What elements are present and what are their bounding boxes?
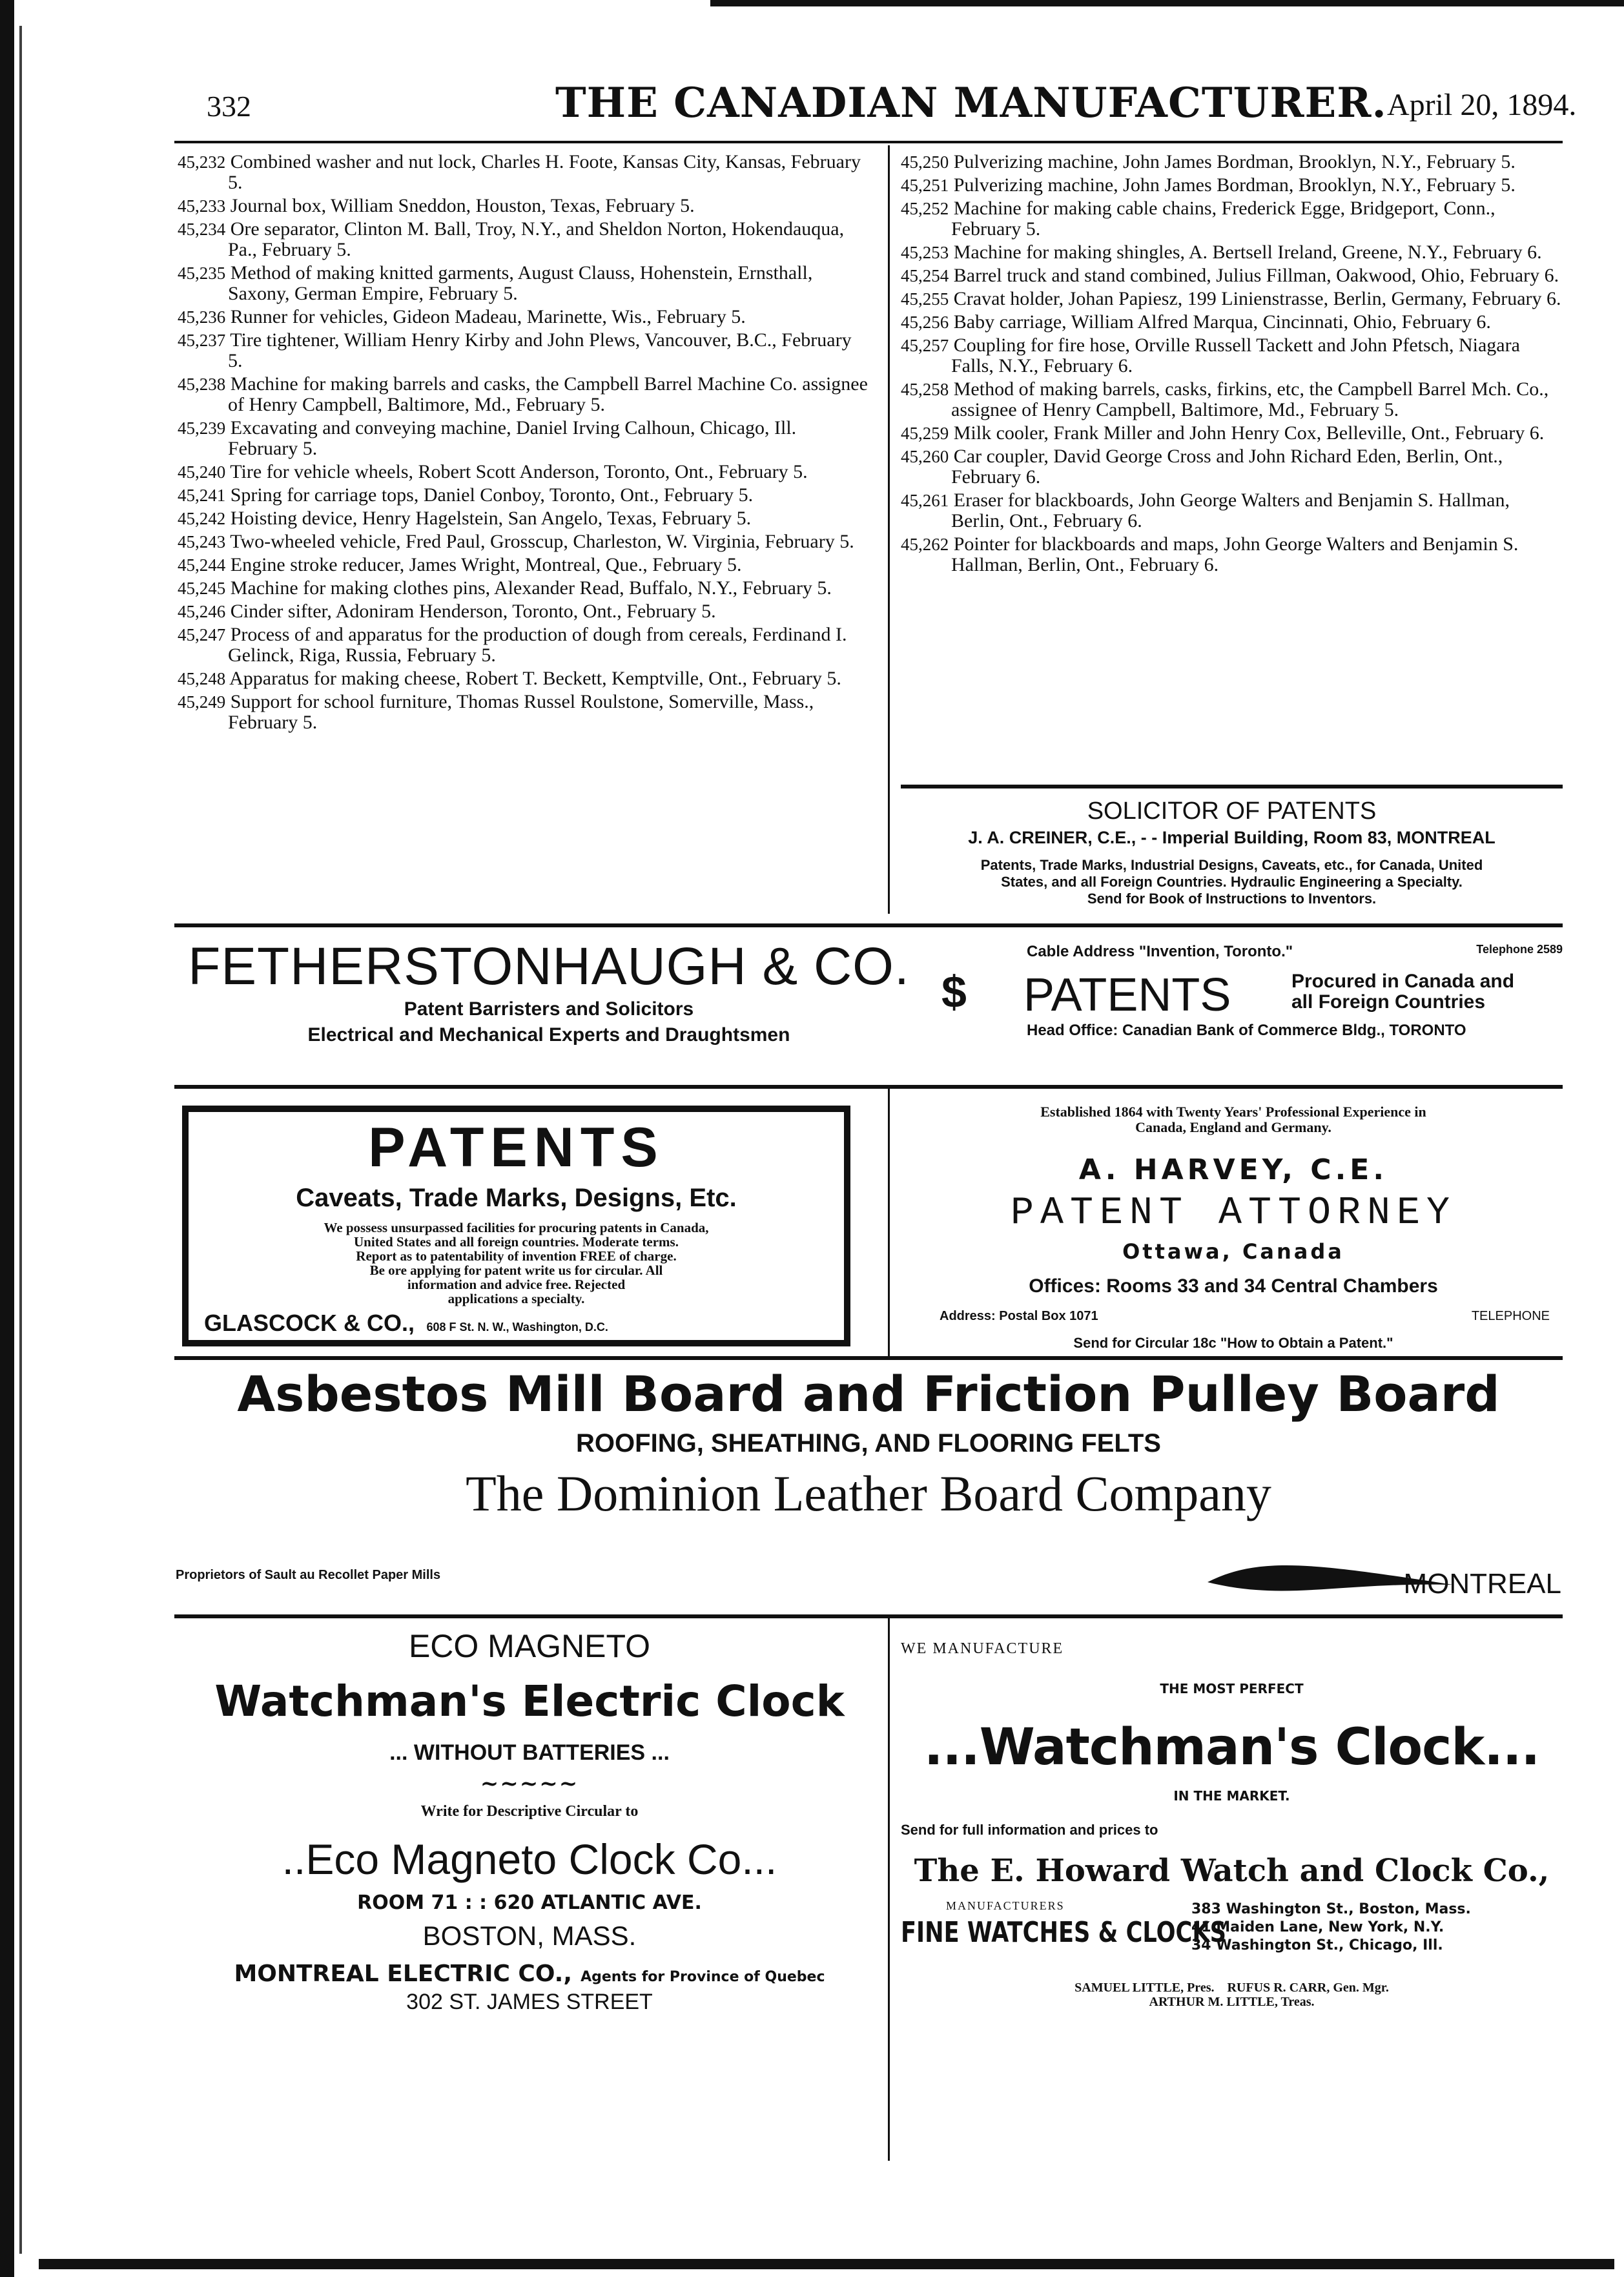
patent-number: 45,245: [178, 579, 226, 598]
patent-number: 45,261: [901, 491, 949, 510]
eco-city: BOSTON, MASS.: [422, 1921, 637, 1951]
patent-number: 45,255: [901, 289, 949, 309]
eco-street: 302 ST. JAMES STREET: [406, 1990, 653, 2014]
patent-number: 45,240: [178, 462, 226, 482]
fetherston-name: FETHERSTONHAUGH & CO.: [188, 937, 910, 996]
patent-number: 45,239: [178, 418, 226, 438]
patent-entry: [901, 446, 1563, 488]
eco-title: ECO MAGNETO: [408, 1628, 651, 1664]
harvey-address: Address: Postal Box 1071: [940, 1309, 1098, 1323]
patent-text: Process of and apparatus for the production of dough from cereals, Ferdinand I. Gelinck, Riga, Russia, February 5.: [228, 624, 847, 666]
patent-number: 45,246: [178, 602, 226, 621]
patent-text: Pulverizing machine, John James Bordman, Brooklyn, N.Y., February 5.: [953, 174, 1516, 196]
patent-text: Machine for making shingles, A. Bertsell Ireland, Greene, N.Y., February 6.: [953, 242, 1542, 263]
eco-ad: [174, 1627, 885, 2015]
patent-text: Engine stroke reducer, James Wright, Montreal, Que., February 5.: [230, 554, 742, 575]
patent-number: 45,259: [901, 424, 949, 443]
head-office: Head Office: Canadian Bank of Commerce Bldg., TORONTO: [1027, 1022, 1466, 1039]
howard-market: IN THE MARKET.: [1173, 1788, 1290, 1804]
patent-number: 45,244: [178, 555, 226, 575]
procured-line-1: Procured in Canada and: [1291, 971, 1515, 992]
patent-text: Ore separator, Clinton M. Ball, Troy, N.Y., and Sheldon Norton, Hokendauqua, Pa., February 5.: [228, 218, 845, 260]
patent-text: Journal box, William Sneddon, Houston, Texas, February 5.: [230, 195, 695, 216]
glascock-name: GLASCOCK & CO.,: [204, 1310, 415, 1336]
solicitor-name-line: J. A. CREINER, C.E., - - Imperial Building, Room 83, MONTREAL: [968, 828, 1496, 847]
howard-company: The E. Howard Watch and Clock Co.,: [914, 1853, 1550, 1889]
eco-agents-name: MONTREAL ELECTRIC CO.,: [234, 1961, 572, 1987]
asbestos-sub: ROOFING, SHEATHING, AND FLOORING FELTS: [576, 1429, 1161, 1458]
howard-fine: FINE WATCHES & CLOCKS: [901, 1916, 1226, 1949]
patent-entry: [178, 152, 869, 193]
asbestos-company: The Dominion Leather Board Company: [466, 1465, 1271, 1521]
header-rule: [174, 141, 1563, 143]
patent-entry: [178, 692, 869, 733]
harvey-established-1: Established 1864 with Twenty Years' Professional Experience in: [1040, 1104, 1426, 1120]
ad-divider-1: [888, 1089, 890, 1356]
patent-number: 45,251: [901, 176, 949, 195]
patent-number: 45,243: [178, 532, 226, 551]
harvey-established-2: Canada, England and Germany.: [1135, 1119, 1331, 1135]
patent-entry: [178, 624, 869, 666]
patent-text: Method of making barrels, casks, firkins, etc, the Campbell Barrel Mch. Co., assignee of Henry Campbell, Baltimore, Md., February 5.: [951, 378, 1549, 420]
patent-text: Machine for making clothes pins, Alexander Read, Buffalo, N.Y., February 5.: [230, 577, 832, 599]
masthead-title: THE CANADIAN MANUFACTURER.: [555, 79, 1387, 127]
patent-text: Cinder sifter, Adoniram Henderson, Toronto, Ont., February 5.: [230, 601, 716, 622]
telephone-number: Telephone 2589: [1476, 943, 1563, 956]
patent-list-right: [901, 152, 1563, 578]
glascock-subtitle: Caveats, Trade Marks, Designs, Etc.: [296, 1184, 737, 1212]
patent-number: 45,233: [178, 196, 226, 216]
patent-entry: [178, 462, 869, 482]
patent-number: 45,248: [178, 669, 226, 688]
harvey-circular: Send for Circular 18c "How to Obtain a Patent.": [1073, 1335, 1393, 1351]
patent-text: Combined washer and nut lock, Charles H. Foote, Kansas City, Kansas, February 5.: [228, 151, 861, 193]
patent-number: 45,237: [178, 331, 226, 350]
section-rule-3: [174, 1356, 1563, 1360]
patent-text: Car coupler, David George Cross and John Richard Eden, Berlin, Ont., February 6.: [951, 446, 1503, 488]
patent-entry: [178, 668, 869, 689]
glascock-body-3: Report as to patentability of invention FREE of charge.: [356, 1248, 677, 1264]
patent-entry: [901, 265, 1563, 286]
patent-number: 45,258: [901, 380, 949, 399]
harvey-name: A. HARVEY, C.E.: [1078, 1153, 1388, 1186]
solicitor-title: SOLICITOR OF PATENTS: [1087, 798, 1377, 825]
patent-text: Excavating and conveying machine, Daniel Irving Calhoun, Chicago, Ill. February 5.: [228, 417, 797, 459]
asbestos-headline: Asbestos Mill Board and Friction Pulley Board: [237, 1365, 1500, 1423]
patent-text: Milk cooler, Frank Miller and John Henry Cox, Belleville, Ont., February 6.: [953, 422, 1545, 444]
patent-entry: [178, 263, 869, 304]
patent-number: 45,260: [901, 447, 949, 466]
harvey-ad: [904, 1104, 1563, 1352]
patent-entry: [178, 307, 869, 327]
patent-number: 45,256: [901, 313, 949, 332]
patent-entry: [901, 490, 1563, 531]
patent-number: 45,241: [178, 486, 226, 505]
patent-text: Method of making knitted garments, August Clauss, Hohenstein, Ernsthall, Saxony, German Empire, February 5.: [228, 262, 813, 304]
solicitor-ad: [901, 798, 1563, 907]
patent-entry: [901, 242, 1563, 263]
patent-entry: [178, 330, 869, 371]
patent-entry: [178, 196, 869, 216]
glascock-body-2: United States and all foreign countries. Moderate terms.: [354, 1234, 679, 1250]
patent-entry: [178, 578, 869, 599]
asbestos-ad: [174, 1363, 1563, 1608]
page-number: 332: [207, 90, 251, 123]
eco-company: ..Eco Magneto Clock Co...: [282, 1835, 777, 1883]
scan-edge-left: [0, 0, 14, 2277]
howard-officers-1: SAMUEL LITTLE, Pres. RUFUS R. CARR, Gen. Mgr.: [1074, 1981, 1389, 1995]
patent-text: Pulverizing machine, John James Bordman, Brooklyn, N.Y., February 5.: [953, 151, 1516, 172]
patent-text: Support for school furniture, Thomas Russel Roulstone, Somerville, Mass., February 5.: [228, 691, 814, 733]
section-rule-4: [174, 1614, 1563, 1618]
patent-entry: [178, 531, 869, 552]
patent-text: Eraser for blackboards, John George Walters and Benjamin S. Hallman, Berlin, Ont., February 6.: [951, 489, 1510, 531]
patent-list-left: [178, 152, 869, 736]
patent-entry: [901, 423, 1563, 444]
harvey-city: Ottawa, Canada: [1122, 1239, 1344, 1264]
patent-entry: [901, 379, 1563, 420]
patent-text: Machine for making barrels and casks, the Campbell Barrel Machine Co. assignee of Henry Campbell, Baltimore, Md., February 5.: [228, 373, 868, 415]
scan-edge-left-line: [19, 26, 22, 2254]
howard-most: THE MOST PERFECT: [1160, 1681, 1304, 1696]
fetherston-ad: [174, 936, 923, 1046]
glascock-ad: [182, 1106, 850, 1346]
patent-entry: [178, 219, 869, 260]
patent-number: 45,257: [901, 336, 949, 355]
patent-entry: [901, 198, 1563, 240]
fetherston-line-1: Patent Barristers and Solicitors: [404, 998, 694, 1020]
patent-entry: [901, 152, 1563, 172]
patent-entry: [901, 289, 1563, 309]
patent-number: 45,236: [178, 307, 226, 327]
glascock-address: 608 F St. N. W., Washington, D.C.: [426, 1321, 608, 1334]
solicitor-desc-3: Send for Book of Instructions to Inventors.: [1087, 891, 1377, 907]
patent-entry: [901, 335, 1563, 376]
patent-text: Barrel truck and stand combined, Julius Fillman, Oakwood, Ohio, February 6.: [953, 265, 1559, 286]
howard-headline: ...Watchman's Clock...: [923, 1718, 1540, 1777]
patent-entry: [178, 374, 869, 415]
patent-entry: [901, 312, 1563, 333]
patent-text: Baby carriage, William Alfred Marqua, Cincinnati, Ohio, February 6.: [953, 311, 1491, 333]
patent-number: 45,253: [901, 243, 949, 262]
patent-number: 45,247: [178, 625, 226, 644]
patent-entry: [178, 485, 869, 506]
asbestos-proprietors: Proprietors of Sault au Recollet Paper Mills: [176, 1568, 441, 1582]
patent-text: Runner for vehicles, Gideon Madeau, Marinette, Wis., February 5.: [230, 306, 746, 327]
patent-text: Pointer for blackboards and maps, John George Walters and Benjamin S. Hallman, Berlin, Ont., February 6.: [951, 533, 1519, 575]
patent-number: 45,252: [901, 199, 949, 218]
eco-room: ROOM 71 : : 620 ATLANTIC AVE.: [357, 1891, 702, 1914]
issue-date: April 20, 1894.: [1387, 88, 1577, 122]
patent-text: Machine for making cable chains, Frederick Egge, Bridgeport, Conn., February 5.: [951, 198, 1496, 240]
glascock-body-4: Be ore applying for patent write us for circular. All: [369, 1262, 663, 1278]
ad-divider-2: [888, 1618, 890, 2161]
glascock-title: PATENTS: [368, 1117, 664, 1179]
harvey-offices: Offices: Rooms 33 and 34 Central Chambers: [1029, 1275, 1438, 1297]
harvey-telephone: TELEPHONE: [1471, 1309, 1550, 1323]
patent-text: Hoisting device, Henry Hagelstein, San Angelo, Texas, February 5.: [230, 508, 752, 529]
fetherston-line-2: Electrical and Mechanical Experts and Draughtsmen: [307, 1024, 790, 1046]
patent-text: Coupling for fire hose, Orville Russell Tackett and John Pfetsch, Niagara Falls, N.Y., February 6.: [951, 335, 1520, 376]
eco-ornament: ~~~~~: [480, 1771, 579, 1797]
howard-officers-2: ARTHUR M. LITTLE, Treas.: [1149, 1995, 1315, 2009]
eco-without: ... WITHOUT BATTERIES ...: [389, 1740, 670, 1765]
solicitor-rule-top: [901, 785, 1563, 788]
scan-edge-bottom: [39, 2259, 1614, 2269]
glascock-body-6: applications a specialty.: [447, 1291, 585, 1306]
solicitor-desc-1: Patents, Trade Marks, Industrial Designs, Caveats, etc., for Canada, United: [980, 857, 1483, 873]
solicitor-desc-2: States, and all Foreign Countries. Hydraulic Engineering a Specialty.: [1001, 874, 1463, 890]
patent-entry: [178, 418, 869, 459]
patent-number: 45,234: [178, 220, 226, 239]
howard-address-2: 41 Maiden Lane, New York, N.Y.: [1191, 1919, 1444, 1935]
scan-edge-top: [710, 0, 1624, 6]
patent-number: 45,249: [178, 692, 226, 712]
patent-number: 45,254: [901, 266, 949, 285]
patent-entry: [178, 555, 869, 575]
howard-we: WE MANUFACTURE: [901, 1640, 1064, 1657]
howard-address-1: 383 Washington St., Boston, Mass.: [1191, 1901, 1471, 1917]
howard-manufacturers: MANUFACTURERS: [946, 1899, 1065, 1912]
eco-headline: Watchman's Electric Clock: [214, 1676, 845, 1726]
howard-ad: [901, 1640, 1563, 2009]
asbestos-city: MONTREAL: [1403, 1568, 1561, 1600]
patent-text: Spring for carriage tops, Daniel Conboy, Toronto, Ont., February 5.: [230, 484, 754, 506]
patent-number: 45,250: [901, 152, 949, 172]
glascock-body-5: information and advice free. Rejected: [407, 1277, 626, 1292]
column-divider: [888, 145, 890, 914]
howard-send: Send for full information and prices to: [901, 1822, 1158, 1838]
patent-entry: [178, 601, 869, 622]
procured-line-2: all Foreign Countries: [1291, 991, 1486, 1013]
patents-big: PATENTS: [1023, 969, 1231, 1021]
eco-agents-rest: Agents for Province of Quebec: [581, 1969, 825, 1985]
patent-number: 45,262: [901, 535, 949, 554]
patent-text: Tire for vehicle wheels, Robert Scott Anderson, Toronto, Ont., February 5.: [230, 461, 808, 482]
patent-number: 45,238: [178, 375, 226, 394]
patent-number: 45,232: [178, 152, 226, 172]
patent-text: Tire tightener, William Henry Kirby and John Plews, Vancouver, B.C., February 5.: [228, 329, 852, 371]
howard-address-3: 34 Washington St., Chicago, Ill.: [1191, 1937, 1443, 1953]
patents-toronto-ad: [930, 943, 1563, 1040]
patent-number: 45,235: [178, 263, 226, 283]
patent-text: Two-wheeled vehicle, Fred Paul, Grosscup, Charleston, W. Virginia, February 5.: [230, 531, 854, 552]
harvey-title: PATENT ATTORNEY: [1010, 1191, 1457, 1235]
patent-entry: [901, 175, 1563, 196]
section-rule-2: [174, 1085, 1563, 1089]
patent-entry: [901, 534, 1563, 575]
glascock-body-1: We possess unsurpassed facilities for procuring patents in Canada,: [324, 1220, 709, 1235]
patent-text: Apparatus for making cheese, Robert T. Beckett, Kemptville, Ont., February 5.: [229, 668, 841, 689]
cable-address: Cable Address "Invention, Toronto.": [1027, 943, 1293, 960]
patent-text: Cravat holder, Johan Papiesz, 199 Linienstrasse, Berlin, Germany, February 6.: [953, 288, 1561, 309]
patent-entry: [178, 508, 869, 529]
patent-number: 45,242: [178, 509, 226, 528]
eco-write: Write for Descriptive Circular to: [420, 1803, 639, 1820]
section-rule-1: [174, 923, 1563, 927]
brace-glyph: $: [941, 967, 967, 1017]
